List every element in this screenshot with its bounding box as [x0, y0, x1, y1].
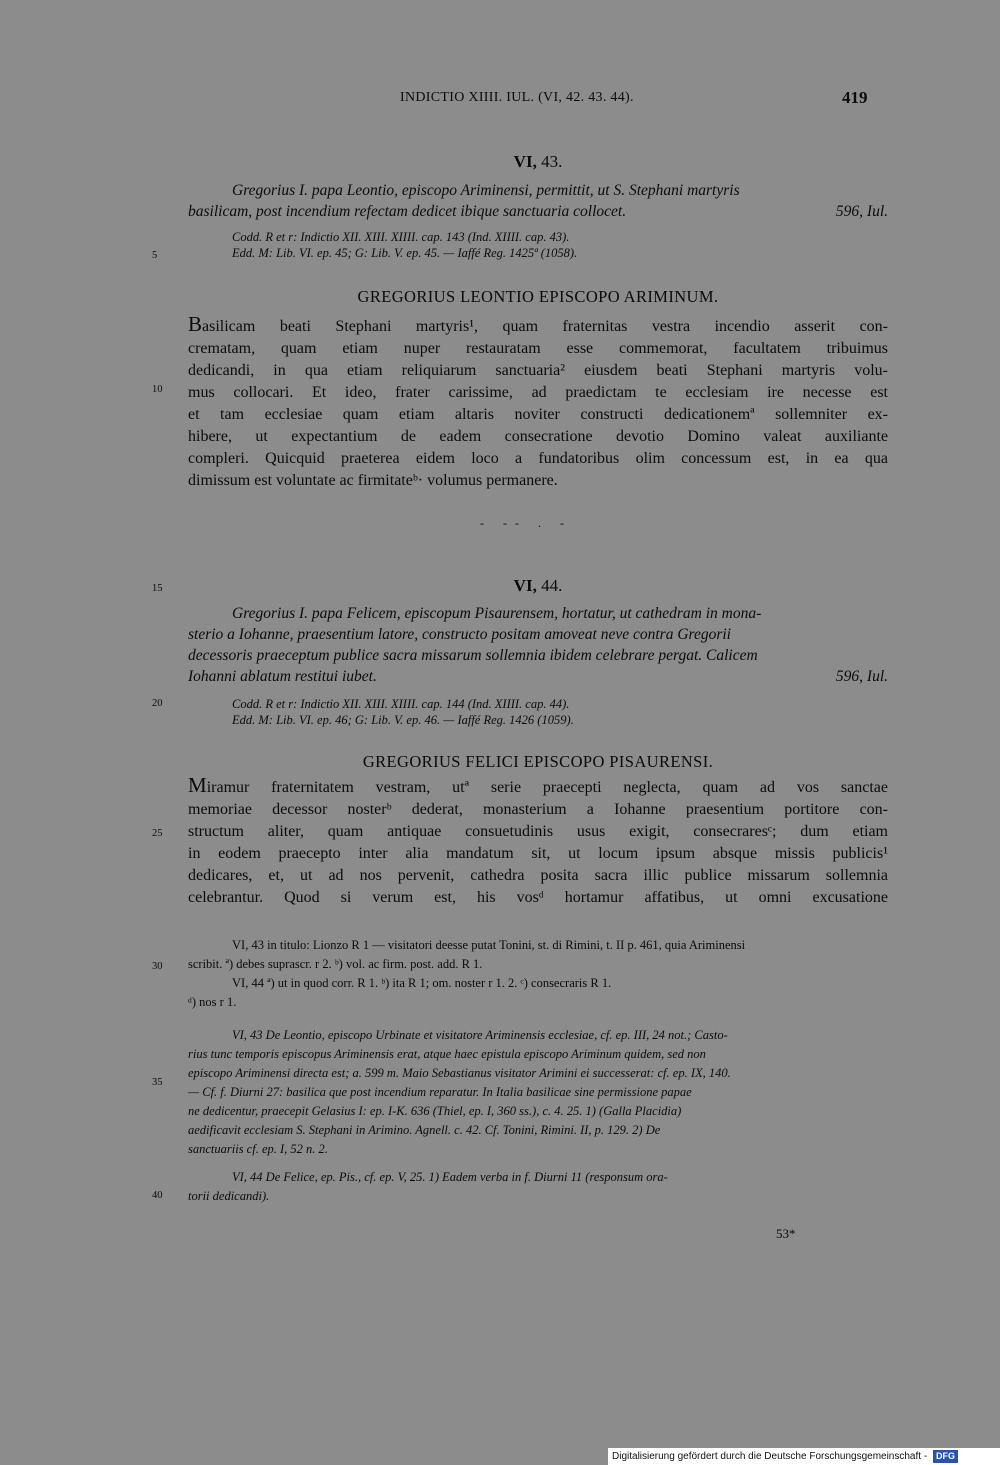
drop-cap: M — [188, 773, 207, 797]
letter-number-prefix: VI, — [513, 152, 537, 171]
line-number: 15 — [152, 583, 163, 594]
body-line: dedicares, et, ut ad nos pervenit, cathedra posita sacra illic publice missarum sollemnia — [188, 867, 888, 884]
body-line: mus collocari. Et ideo, frater carissime, ad praedictam te ecclesiam ire necesse est — [188, 384, 888, 401]
commentary-line: rius tunc temporis episcopus Ariminensis erat, atque haec epistula episcopo Ariminum quidem, sed non — [188, 1047, 706, 1061]
body-line: in eodem praecepto inter alia mandatum sit, ut locum ipsum absque missis publicis¹ — [188, 845, 888, 862]
commentary-line: ne dedicentur, praecepit Gelasius I: ep. I-K. 636 (Thiel, ep. I, 360 ss.), c. 4. 25. 1) (Galla Placidia) — [188, 1104, 682, 1118]
body-line: crematam, quam etiam nuper restauratam esse commemorat, facultatem tribuimus — [188, 340, 888, 357]
commentary-line: aedificavit ecclesiam S. Stephani in Arimino. Agnell. c. 42. Cf. Tonini, Rimini. II, p. 129. 2) De — [188, 1123, 661, 1137]
dfg-logo: DFG — [933, 1450, 958, 1463]
manuscript-info — [232, 696, 892, 728]
line-number: 5 — [152, 250, 158, 261]
body-line: et tam ecclesiae quam etiam altaris noviter constructi dedicationemª sollemniter ex- — [188, 406, 888, 423]
letter-number-value: 44. — [541, 576, 563, 595]
line-number: 30 — [152, 961, 163, 972]
summary-line: basilicam, post incendium refectam dedicet ibique sanctuaria collocet. — [188, 203, 627, 220]
body-line: compleri. Quicquid praeterea eidem loco a fundatoribus olim concessum est, in ea qua — [188, 450, 888, 467]
summary-line: sterio a Iohanne, praesentium latore, constructo positam amoveat neve contra Gregorii — [188, 626, 731, 643]
letter-number-prefix: VI, — [513, 576, 537, 595]
body-line: Basilicam beati Stephani martyris¹, quam fraternitas vestra incendio asserit con- — [188, 312, 888, 336]
body-line: dimissum est voluntate ac firmitateᵇ· volumus permanere. — [188, 472, 558, 489]
letter-date: 596, Iul. — [835, 203, 888, 220]
line-number: 10 — [152, 384, 163, 395]
commentary-line: episcopo Ariminensi directa est; a. 599 m. Maio Sebastianus visitator Arimini ei successerat: cf. ep. IX, 140. — [188, 1066, 731, 1080]
section-separator: - -- . - — [480, 516, 572, 530]
letter-summary — [188, 603, 888, 687]
line-number: 20 — [152, 698, 163, 709]
letter-address: GREGORIUS FELICI EPISCOPO PISAURENSI. — [362, 752, 714, 771]
codices-line: Codd. R et r: Indictio XII. XIII. XIIII. cap. 143 (Ind. XIIII. cap. 43). — [232, 230, 570, 244]
codices-line: Codd. R et r: Indictio XII. XIII. XIIII. cap. 144 (Ind. XIIII. cap. 44). — [232, 697, 570, 711]
manuscript-info — [232, 229, 892, 261]
editions-line: Edd. M: Lib. VI. ep. 45; G: Lib. V. ep. 45. — Iaffé Reg. 1425ª (1058). — [232, 246, 578, 260]
critical-apparatus — [188, 936, 888, 1012]
commentary-line: — Cf. f. Diurni 27: basilica que post incendium reparatur. In Italia basilicae sine permissione papae — [188, 1085, 692, 1099]
body-line: Miramur fraternitatem vestram, utª serie praecepti neglecta, quam ad vos sanctae — [188, 773, 888, 797]
footer-text: Digitalisierung gefördert durch die Deutsche Forschungsgemeinschaft - — [612, 1451, 928, 1462]
summary-line: decessoris praeceptum publice sacra missarum sollemnia ibidem celebrare pergat. Calicem — [188, 647, 758, 664]
funding-footer — [608, 1448, 1000, 1465]
letter-date: 596, Iul. — [835, 668, 888, 685]
letter-body — [188, 774, 888, 909]
body-line: structum aliter, quam antiquae consuetudinis usus exigit, consecraresᶜ; dum etiam — [188, 823, 888, 840]
letter-address: GREGORIUS LEONTIO EPISCOPO ARIMINUM. — [357, 287, 719, 306]
running-title: INDICTIO XIIII. IUL. (VI, 42. 43. 44). — [400, 90, 634, 105]
body-line: memoriae decessor nosterᵇ dederat, monasterium a Iohanne praesentium portitore con- — [188, 801, 888, 818]
editions-line: Edd. M: Lib. VI. ep. 46; G: Lib. V. ep. 46. — Iaffé Reg. 1426 (1059). — [232, 713, 574, 727]
letter-body — [188, 313, 888, 492]
line-number: 35 — [152, 1077, 163, 1088]
apparatus-line: ᵈ) nos r 1. — [188, 995, 237, 1009]
letter-number — [438, 576, 638, 596]
letter-number-value: 43. — [541, 152, 563, 171]
page-number: 419 — [842, 88, 868, 107]
letter-number — [438, 152, 638, 172]
summary-line: Iohanni ablatum restitui iubet. — [188, 668, 377, 685]
apparatus-line: VI, 44 ª) ut in quod corr. R 1. ᵇ) ita R 1; om. noster r 1. 2. ᶜ) consecraris R 1. — [232, 976, 612, 990]
body-line: hibere, ut expectantium de eadem consecratione devotio Domino valeat auxiliante — [188, 428, 888, 445]
summary-line-last — [188, 666, 888, 687]
line-number: 40 — [152, 1190, 163, 1201]
signature-mark: 53* — [776, 1226, 796, 1241]
commentary-line: sanctuariis cf. ep. I, 52 n. 2. — [188, 1142, 328, 1156]
summary-line: Gregorius I. papa Leontio, episcopo Ariminensi, permittit, ut S. Stephani martyris — [232, 182, 740, 199]
commentary-line: torii dedicandi). — [188, 1189, 270, 1203]
commentary-line: VI, 44 De Felice, ep. Pis., cf. ep. V, 25. 1) Eadem verba in f. Diurni 11 (responsum ora- — [232, 1170, 668, 1184]
body-line: dedicandi, in qua etiam reliquiarum sanctuaria² eiusdem beati Stephani martyris volu- — [188, 362, 888, 379]
apparatus-line: scribit. ª) debes suprascr. r 2. ᵇ) vol. ac firm. post. add. R 1. — [188, 957, 483, 971]
summary-line-last — [188, 201, 888, 222]
commentary-notes — [188, 1026, 888, 1206]
letter-summary — [188, 180, 888, 222]
commentary-line: VI, 43 De Leontio, episcopo Urbinate et visitatore Ariminensis ecclesiae, cf. ep. III, 24 not.; Casto- — [232, 1028, 728, 1042]
line-number: 25 — [152, 828, 163, 839]
drop-cap: B — [188, 312, 203, 336]
body-line: celebrantur. Quod si verum est, his vosᵈ hortamur affatibus, ut omni excusatione — [188, 889, 888, 906]
apparatus-line: VI, 43 in titulo: Lionzo R 1 — visitatori deesse putat Tonini, st. di Rimini, t. II p. 461, quia Ariminensi — [232, 938, 746, 952]
summary-line: Gregorius I. papa Felicem, episcopum Pisaurensem, hortatur, ut cathedram in mona- — [232, 605, 762, 622]
